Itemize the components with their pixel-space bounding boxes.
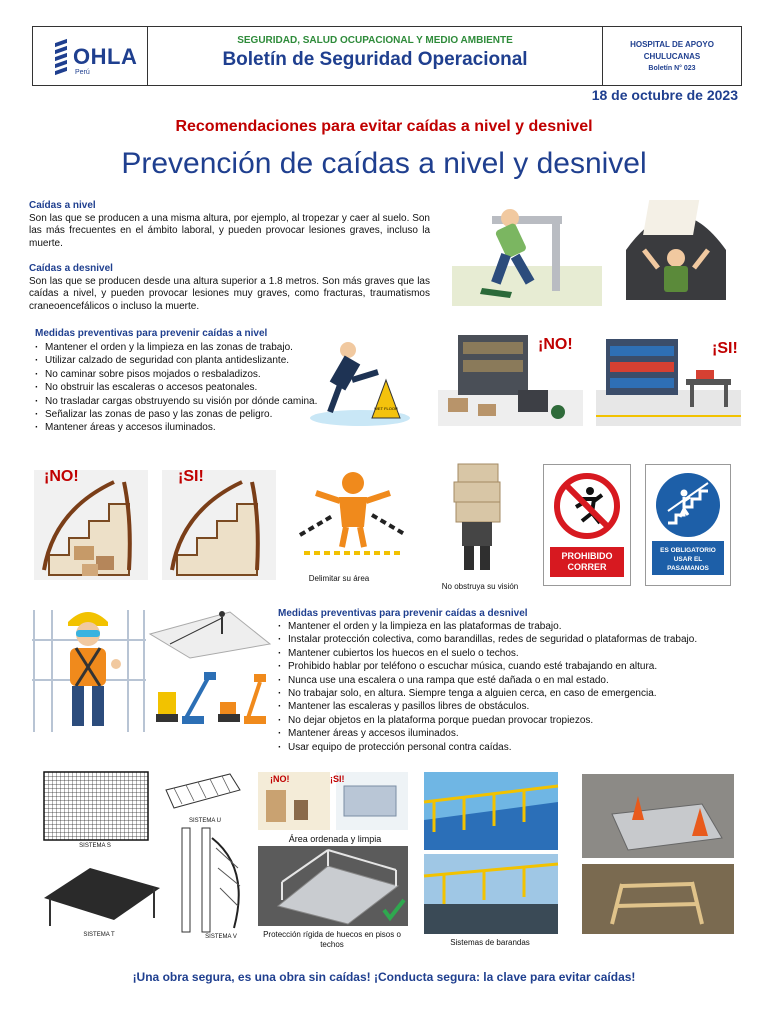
slipping-person-illustration [300,330,420,430]
section-body: Son las que se producen desde una altura superior a 1.8 metros. Son más graves que las caídas a nivel, y pueden provocar lesiones muy graves, como fracturas, traumatismos craneoencefálicos o incluso la muerte. [29,275,430,312]
net-system-v-illustration [172,828,252,934]
obligatorio-plate [652,541,724,575]
no-running-icon [552,471,622,541]
prohibido-plate [550,547,624,577]
list-item: · No dejar objetos en la plataforma porque puedan provocar tropiezos. [278,714,740,727]
prohibido-line1: PROHIBIDO [561,551,613,561]
pasamanos-sign [645,464,731,586]
footer-slogan: ¡Una obra segura, es una obra sin caídas! ¡Conducta segura: la clave para evitar caídas! [132,970,636,984]
list-item: · Prohibido hablar por teléfono o escuchar música, cuando esté trabajando en altura. [278,660,740,673]
net-system-t-illustration [40,858,164,930]
net-system-u-illustration [160,770,244,820]
wet-floor-text: WET FLOOR [374,406,398,411]
caption-obstruya: No obstruya su visión [441,582,519,591]
main-title: Prevención de caídas a nivel y desnivel [121,147,647,180]
measures-desnivel-heading: Medidas preventivas para prevenir caídas a desnivel [278,608,528,619]
cluttered-stairs-illustration [34,470,148,580]
tripping-worker-illustration [452,196,602,306]
caption-delimitar: Delimitar su área [308,574,370,583]
small-no-label: ¡NO! [270,774,290,784]
section-caidas-desnivel [29,263,430,313]
logo-mark-icon [55,39,67,73]
list-item: · Instalar protección colectiva, como barandillas, redes de seguridad o plataformas de trabajo. [278,633,740,646]
project-line2: CHULUCANAS [643,52,701,61]
list-item: · Mantener el orden y la limpieza en las zonas de trabajo. [35,341,335,354]
net-system-s-illustration [40,772,152,842]
covered-hole-road-illustration [582,774,734,858]
list-item: · No trabajar solo, en altura. Siempre tenga a alguien cerca, en caso de emergencia. [278,687,740,700]
logo-sub: Perú [75,69,90,76]
header-kicker: SEGURIDAD, SALUD OCUPACIONAL Y MEDIO AMBIENTE [237,35,513,46]
list-item: · Mantener cubiertos los huecos en el suelo o techos. [278,647,740,660]
list-item: · Nunca use una escalera o una rampa que esté dañada o en mal estado. [278,674,740,687]
bulletin-date: 18 de octubre de 2023 [591,87,738,103]
bulletin-header [32,26,742,86]
measures-nivel-list [35,341,335,435]
handrail-icon [654,471,722,539]
obligatorio-line3: PASAMANOS [667,565,709,572]
ohla-logo [33,27,148,85]
list-item: · Usar equipo de protección personal contra caídas. [278,741,740,754]
rigid-hole-protection-illustration [258,846,408,926]
delimited-area-illustration [294,465,412,570]
measures-nivel-heading: Medidas preventivas para prevenir caídas a nivel [35,328,268,339]
carrying-boxes-illustration [440,460,516,572]
no-label: ¡NO! [538,336,573,353]
stairs-si-label: ¡SI! [178,468,204,485]
obligatorio-line1: ES OBLIGATORIO [660,547,716,554]
header-title: Boletín de Seguridad Operacional [222,49,528,70]
list-item: · Señalizar las zonas de paso y las zonas de peligro. [35,408,335,421]
si-label: ¡SI! [712,340,738,357]
list-item: · Mantener las escaleras y pasillos libres de obstáculos. [278,700,740,713]
list-item: · No caminar sobre pisos mojados o resbaladizos. [35,368,335,381]
header-project-block [603,27,741,85]
list-item: · Utilizar calzado de seguridad con planta antideslizante. [35,354,335,367]
wooden-barrier-illustration [582,864,734,934]
prohibido-line2: CORRER [567,562,607,572]
caption-proteccion: Protección rígida de huecos en pisos o techos [263,930,401,949]
logo-text: OHLA [73,44,138,69]
caption-sistema-s: SISTEMA S [79,843,111,849]
obligatorio-line2: USAR EL [673,556,703,563]
list-item: · Mantener áreas y accesos iluminados. [35,421,335,434]
list-item: · Mantener áreas y accesos iluminados. [278,727,740,740]
prohibido-correr-sign [543,464,631,586]
subtitle: Recomendaciones para evitar caídas a nivel y desnivel [175,118,593,135]
project-line1: HOSPITAL DE APOYO [630,40,714,49]
measures-desnivel-list [278,620,740,754]
worker-body [495,222,528,258]
railing-systems-illustration [424,772,558,934]
clear-stairs-illustration [162,470,276,580]
section-heading: Caídas a nivel [29,200,96,211]
header-title-block [148,27,603,85]
list-item: · No obstruir las escaleras o accesos peatonales. [35,381,335,394]
harness-worker-illustration [32,600,146,732]
section-body: Son las que se producen a una misma altura, por ejemplo, al tropezar y caer al suelo. Son las más frecuentes en el ámbito laboral, y pueden provocar lesiones graves, incluso la muerte. [29,212,430,249]
list-item: · No trasladar cargas obstruyendo su visión por dónde camina. [35,395,335,408]
worker-head [501,209,519,227]
stairs-no-label: ¡NO! [44,468,79,485]
caption-barandas: Sistemas de barandas [450,938,530,947]
aerial-lifts-illustration [152,662,272,728]
caption-area-ordenada: Área ordenada y limpia [288,834,382,844]
caption-sistema-v: SISTEMA V [205,934,237,940]
falling-through-hole-illustration [616,190,736,300]
wet-floor-sign-icon [372,380,400,418]
section-caidas-nivel [29,200,430,250]
bulletin-number: Boletín N° 023 [648,65,696,72]
section-heading: Caídas a desnivel [29,263,113,274]
caption-sistema-t: SISTEMA T [83,932,115,938]
caption-sistema-u: SISTEMA U [188,818,221,824]
list-item: · Mantener el orden y la limpieza en las plataformas de trabajo. [278,620,740,633]
small-si-label: ¡SI! [330,774,345,784]
anchored-worker-illustration [150,604,270,658]
